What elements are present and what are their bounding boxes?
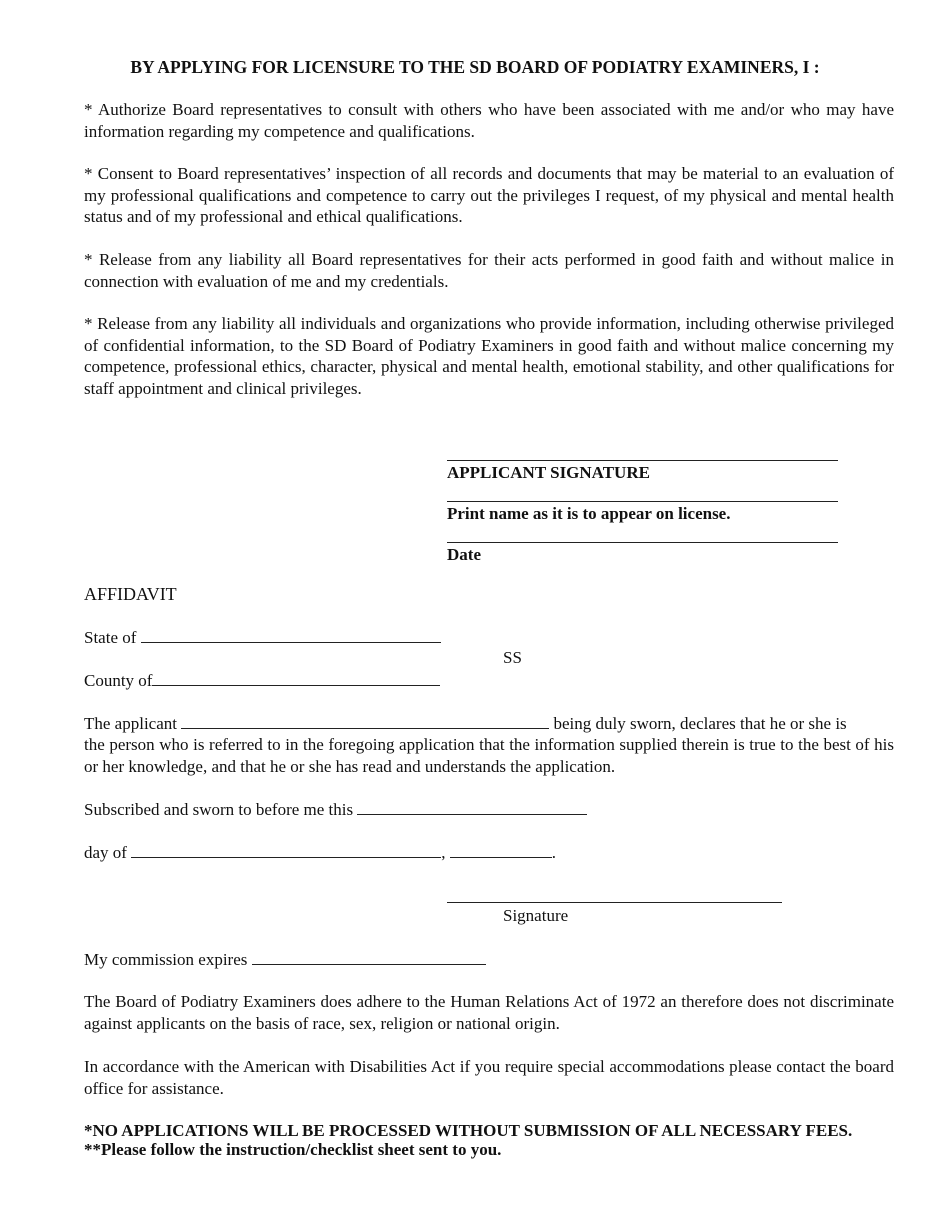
commission-expires-field[interactable]	[252, 949, 486, 965]
applicant-signature-line[interactable]	[447, 460, 838, 461]
date-label: Date	[447, 545, 481, 564]
notary-signature-label: Signature	[503, 906, 569, 925]
authorize-bullet: * Authorize Board representatives to consult with others who have been associated with me and/or who may have information regarding my competence and qualifications.	[84, 100, 894, 141]
print-name-label: Print name as it is to appear on license.	[447, 504, 731, 523]
print-name-line[interactable]	[447, 501, 838, 502]
county-row	[84, 670, 440, 692]
month-field[interactable]	[131, 842, 441, 858]
subscribed-day-field[interactable]	[357, 799, 587, 815]
affidavit-title: AFFIDAVIT	[84, 584, 177, 604]
applicant-name-field[interactable]	[181, 713, 549, 729]
notary-signature-line[interactable]	[447, 902, 782, 903]
consent-bullet: * Consent to Board representatives’ inspection of all records and documents that may be material to an evaluation of my professional qualifications and competence to carry out the privileges I request, of my physical and mental health status and of my professional and ethical qualifications.	[84, 164, 894, 226]
state-label: State of	[84, 628, 137, 647]
state-field[interactable]	[141, 627, 441, 643]
state-row	[84, 627, 441, 649]
day-of-label: day of	[84, 843, 127, 862]
comma-separator: ,	[441, 843, 446, 862]
subscribed-label: Subscribed and sworn to before me this	[84, 800, 354, 819]
applicant-label: The applicant	[84, 714, 177, 733]
commission-row	[84, 949, 486, 971]
fees-warning: *NO APPLICATIONS WILL BE PROCESSED WITHOUT SUBMISSION OF ALL NECESSARY FEES.	[84, 1121, 853, 1140]
subscribed-row	[84, 799, 587, 821]
release-individuals-bullet: * Release from any liability all individuals and organizations who provide information, including otherwise privileged of confidential information, to the SD Board of Podiatry Examiners in good faith and without malice concerning my competence, professional ethics, character, physical and mental health, emotional stability, and other qualifications for staff appointment and clinical privileges.	[84, 314, 894, 398]
page-title: BY APPLYING FOR LICENSURE TO THE SD BOARD OF PODIATRY EXAMINERS, I :	[130, 57, 820, 77]
applicant-declaration: the person who is referred to in the foregoing application that the information supplied therein is true to the best of his or her knowledge, and that he or she has read and understands the application.	[84, 735, 894, 776]
year-field[interactable]	[450, 842, 552, 858]
commission-label: My commission expires	[84, 950, 248, 969]
applicant-signature-label: APPLICANT SIGNATURE	[447, 463, 650, 482]
county-label: County of	[84, 671, 153, 690]
checklist-note: **Please follow the instruction/checklist sheet sent to you.	[84, 1140, 502, 1159]
period: .	[551, 843, 556, 862]
day-of-row	[84, 842, 556, 864]
release-board-bullet: * Release from any liability all Board representatives for their acts performed in good faith and without malice in connection with evaluation of me and my credentials.	[84, 250, 894, 291]
date-line[interactable]	[447, 542, 838, 543]
county-field[interactable]	[152, 670, 440, 686]
human-relations-notice: The Board of Podiatry Examiners does adhere to the Human Relations Act of 1972 an therefore does not discriminate against applicants on the basis of race, sex, religion or national origin.	[84, 992, 894, 1033]
applicant-row	[84, 713, 847, 735]
ada-notice: In accordance with the American with Disabilities Act if you require special accommodations please contact the board office for assistance.	[84, 1057, 894, 1098]
applicant-text: being duly sworn, declares that he or she is	[553, 714, 847, 733]
ss-label: SS	[503, 648, 522, 667]
